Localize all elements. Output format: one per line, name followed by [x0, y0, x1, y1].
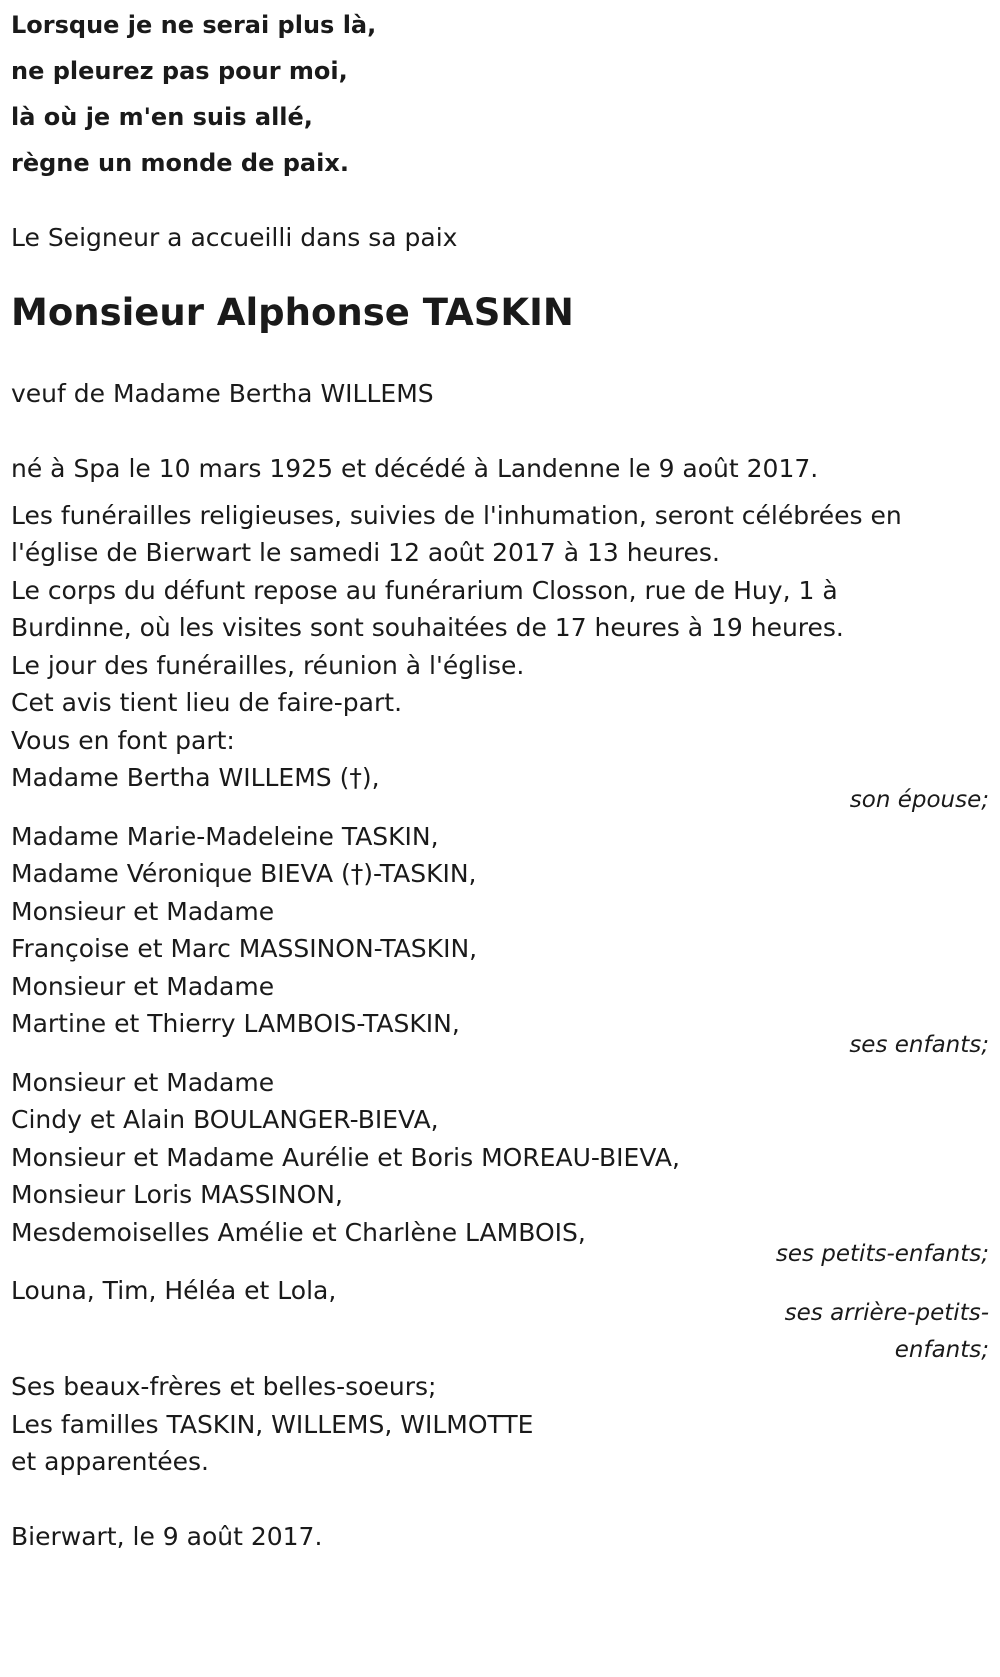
grandchildren-relation: ses petits-enfants;	[775, 1241, 989, 1267]
details-line: Burdinne, où les visites sont souhaitées de 17 heures à 19 heures.	[11, 613, 844, 642]
details-line: Le corps du défunt repose au funérarium Closson, rue de Huy, 1 à	[11, 576, 838, 605]
poem-line: Lorsque je ne serai plus là,	[11, 11, 377, 39]
details-line: Le jour des funérailles, réunion à l'église.	[11, 651, 525, 680]
details-line: Cet avis tient lieu de faire-part.	[11, 688, 403, 717]
poem-line: là où je m'en suis allé,	[11, 103, 313, 131]
deceased-name: Monsieur Alphonse TASKIN	[11, 291, 574, 334]
poem-line: règne un monde de paix.	[11, 149, 349, 177]
child-line: Monsieur et Madame	[11, 972, 275, 1001]
child-line: Françoise et Marc MASSINON-TASKIN,	[11, 934, 478, 963]
spouse-relation: son épouse;	[849, 787, 989, 813]
child-line: Martine et Thierry LAMBOIS-TASKIN,	[11, 1009, 460, 1038]
great-grandchild-line: Louna, Tim, Héléa et Lola,	[11, 1276, 337, 1305]
spouse-name: Madame Bertha WILLEMS (†),	[11, 763, 380, 792]
great-grandchildren-relation: enfants;	[894, 1337, 989, 1363]
details-line: Les funérailles religieuses, suivies de l'inhumation, seront célébrées en	[11, 501, 902, 530]
others-line: Ses beaux-frères et belles-soeurs;	[11, 1372, 437, 1401]
intro-line: Le Seigneur a accueilli dans sa paix	[11, 223, 458, 252]
details-line: l'église de Bierwart le samedi 12 août 2017 à 13 heures.	[11, 538, 720, 567]
signoff-line: Bierwart, le 9 août 2017.	[11, 1522, 323, 1551]
widower-line: veuf de Madame Bertha WILLEMS	[11, 379, 434, 408]
details-line: Vous en font part:	[11, 726, 235, 755]
poem-line: ne pleurez pas pour moi,	[11, 57, 348, 85]
grandchild-line: Monsieur et Madame	[11, 1068, 275, 1097]
birth-death-line: né à Spa le 10 mars 1925 et décédé à Landenne le 9 août 2017.	[11, 454, 819, 483]
children-relation: ses enfants;	[849, 1032, 989, 1058]
child-line: Madame Marie-Madeleine TASKIN,	[11, 822, 439, 851]
child-line: Madame Véronique BIEVA (†)-TASKIN,	[11, 859, 477, 888]
grandchild-line: Monsieur et Madame Aurélie et Boris MOREAU-BIEVA,	[11, 1143, 680, 1172]
death-notice	[11, 0, 989, 1677]
great-grandchildren-relation: ses arrière-petits-	[784, 1300, 989, 1326]
child-line: Monsieur et Madame	[11, 897, 275, 926]
others-line: et apparentées.	[11, 1447, 209, 1476]
grandchild-line: Cindy et Alain BOULANGER-BIEVA,	[11, 1105, 439, 1134]
others-line: Les familles TASKIN, WILLEMS, WILMOTTE	[11, 1410, 534, 1439]
grandchild-line: Monsieur Loris MASSINON,	[11, 1180, 343, 1209]
grandchild-line: Mesdemoiselles Amélie et Charlène LAMBOIS,	[11, 1218, 586, 1247]
